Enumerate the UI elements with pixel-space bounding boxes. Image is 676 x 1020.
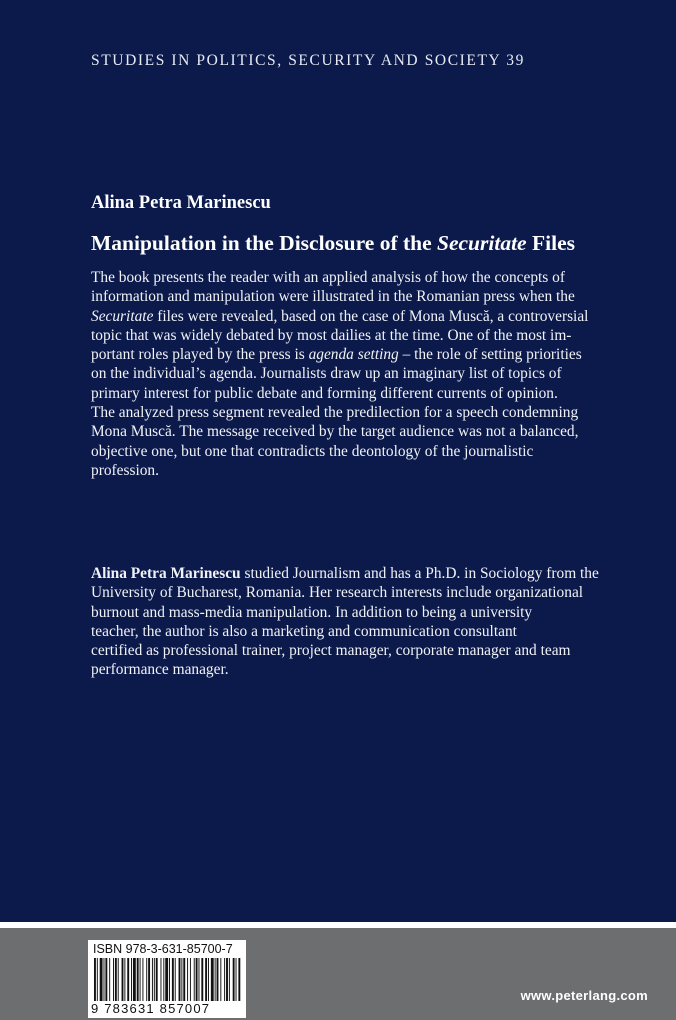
blurb-line: objective one, but one that contradicts the deontology of the journalistic	[91, 442, 534, 460]
blurb-line: information and manipulation were illustrated in the Romanian press when the	[91, 288, 575, 306]
bio-line: performance manager.	[91, 661, 229, 679]
title-part-2: Files	[526, 231, 575, 255]
blurb-line: The analyzed press segment revealed the predilection for a speech condemning	[91, 404, 579, 422]
bio-line: burnout and mass-media manipulation. In addition to being a university	[91, 603, 533, 621]
book-title	[91, 231, 661, 256]
book-description	[91, 268, 636, 480]
blurb-line: on the individual’s agenda. Journalists draw up an imaginary list of topics of	[91, 365, 562, 383]
series-title: STUDIES IN POLITICS, SECURITY AND SOCIETY 39	[91, 52, 525, 69]
bio-line: Alina Petra Marinescu studied Journalism and has a Ph.D. in Sociology from the	[91, 565, 599, 582]
title-part-1: Manipulation in the Disclosure of the	[91, 231, 438, 255]
bio-author-name: Alina Petra Marinescu	[91, 565, 241, 582]
author-bio	[91, 564, 636, 680]
blurb-line: portant roles played by the press is agenda setting – the role of setting priorities	[91, 346, 582, 364]
isbn-barcode	[88, 940, 246, 1018]
blurb-line: Securitate files were revealed, based on the case of Mona Muscă, a controversial	[91, 307, 589, 325]
blurb-line: profession.	[91, 461, 159, 479]
bio-line: certified as professional trainer, project manager, corporate manager and team	[91, 642, 571, 660]
band-divider	[0, 922, 676, 928]
blurb-line: The book presents the reader with an applied analysis of how the concepts of	[91, 269, 565, 286]
bio-line: University of Bucharest, Romania. Her research interests include organizational	[91, 584, 584, 602]
barcode-bars	[92, 958, 242, 1001]
author-name: Alina Petra Marinescu	[91, 193, 271, 213]
title-italic: Securitate	[437, 231, 527, 255]
blurb-line: primary interest for public debate and forming different currents of opinion.	[91, 384, 558, 402]
publisher-website: www.peterlang.com	[520, 988, 648, 1003]
blurb-line: Mona Muscă. The message received by the target audience was not a balanced,	[91, 423, 579, 441]
bio-line: teacher, the author is also a marketing and communication consultant	[91, 622, 517, 640]
isbn-label: ISBN 978-3-631-85700-7	[93, 942, 233, 956]
barcode-digits: 9 783631 857007	[91, 1001, 211, 1016]
blurb-line: topic that was widely debated by most dailies at the time. One of the most im-	[91, 326, 572, 344]
